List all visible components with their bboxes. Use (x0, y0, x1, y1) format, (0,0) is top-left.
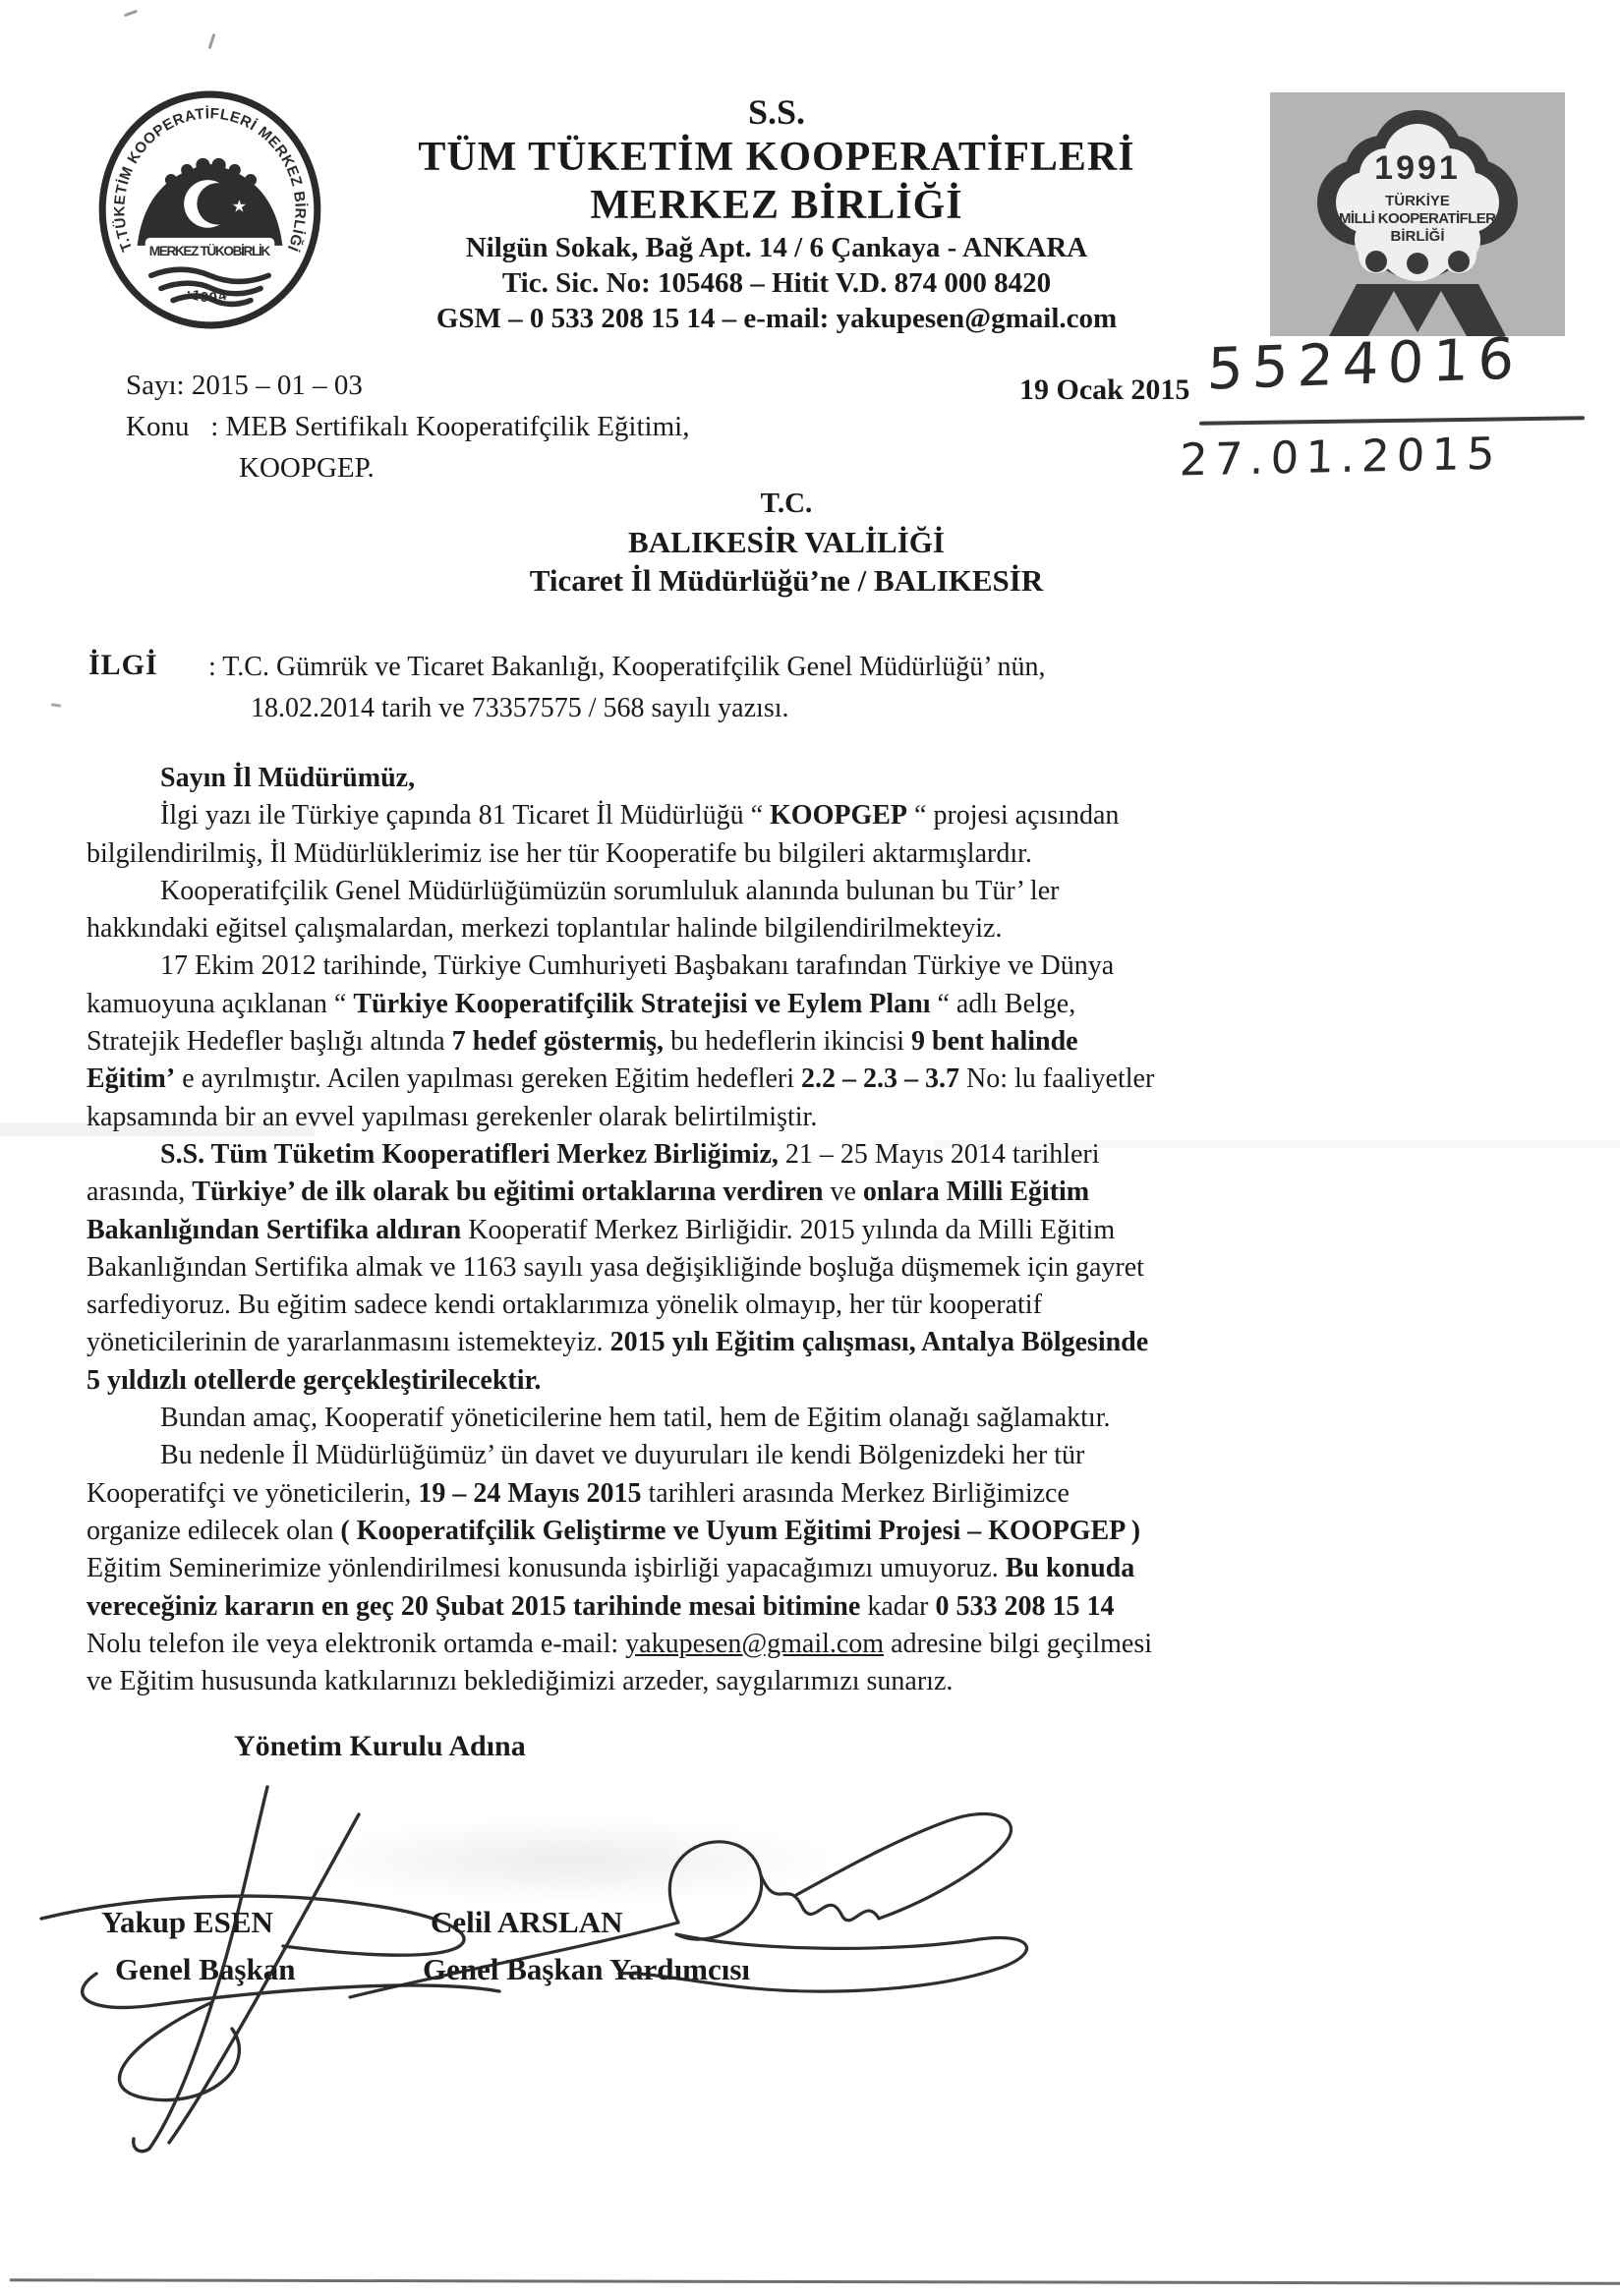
body-text-segment: Bakanlığından Sertifika almak ve 1163 sayılı yasa değişikliğinde boşluğa düşmemek için gayret (87, 1251, 1144, 1283)
body-text-segment: 7 hedef göstermiş, (451, 1026, 665, 1058)
body-text-segment: “ adlı Belge, (930, 988, 1076, 1019)
body-line (87, 1136, 1561, 1174)
body-text-segment: Nolu telefon ile veya elektronik ortamda e-mail: (87, 1628, 626, 1659)
body-text-segment: ( Kooperatifçilik Geliştirme ve Uyum Eğitimi Projesi – KOOPGEP ) (340, 1515, 1141, 1546)
body-line (87, 873, 1561, 910)
body-line (87, 986, 1561, 1023)
body-text-segment: arasında, (87, 1177, 193, 1208)
body-text-segment: Bakanlığından Sertifika aldıran (87, 1214, 462, 1245)
body-line (87, 797, 1561, 834)
body-text-segment: “ projesi açısından (907, 800, 1120, 832)
body-text-segment: Bu nedenle İl Müdürlüğümüz’ ün davet ve duyuruları ile kendi Bölgenizdeki her tür (160, 1440, 1085, 1471)
body-text-segment: Bundan amaç, Kooperatif yöneticilerine hem tatil, hem de Eğitim olanağı sağlamaktır. (160, 1403, 1111, 1434)
closing-title: Yönetim Kurulu Adına (234, 1730, 526, 1762)
org-seal (93, 88, 327, 332)
ilgi-label: İLGİ (88, 649, 158, 681)
body-line (87, 760, 1561, 797)
body-line (87, 1663, 1561, 1700)
badge-line2: MİLLİ KOOPERATİFLER (1339, 210, 1496, 227)
body-text-segment: 2.2 – 2.3 – 3.7 (801, 1063, 960, 1095)
body-text-segment: sarfediyoruz. Bu eğitim sadece kendi ortaklarımıza yönelik olmayıp, her tür kooperatif (87, 1290, 1042, 1321)
body-text-segment: 21 – 25 Mayıs 2014 tarihleri (778, 1138, 1100, 1170)
handwritten-underline (1199, 416, 1585, 425)
body-text-segment: 0 533 208 15 14 (935, 1590, 1115, 1622)
org-registry: Tic. Sic. No: 105468 – Hitit V.D. 874 000 8420 (501, 267, 1052, 299)
photocopy-ghost (295, 1816, 845, 1905)
recipient-valilik: BALIKESİR VALİLİĞİ (628, 525, 945, 559)
ilgi-line1: : T.C. Gümrük ve Ticaret Bakanlığı, Kooperatifçilik Genel Müdürlüğü’ nün, (208, 652, 1046, 682)
star-icon: ★ (231, 196, 248, 216)
konu-line2: KOOPGEP. (239, 452, 375, 484)
body-line (87, 1437, 1561, 1474)
badge-line1: TÜRKİYE (1385, 193, 1450, 209)
body-text-segment: 9 bent halinde (911, 1026, 1078, 1058)
body-text-segment: kamuoyuna açıklanan “ (87, 988, 354, 1019)
badge-line3: BİRLİĞİ (1390, 228, 1445, 245)
body-text-segment: Eğitim Seminerimize yönlendirilmesi konusunda işbirliği yapacağımızı umuyoruz. (87, 1553, 1006, 1584)
body-text-segment: S.S. Tüm Tüketim Kooperatifleri Merkez Birliğimiz, (160, 1138, 779, 1170)
handwritten-registry-number: 5524016 (1205, 324, 1525, 403)
body-line (87, 1324, 1561, 1361)
konu-line: Konu : MEB Sertifikalı Kooperatifçilik Eğitimi, (126, 411, 690, 442)
body-text-segment: KOOPGEP (770, 800, 908, 832)
letterhead (334, 90, 1219, 336)
body-line (87, 1099, 1561, 1136)
body-text-segment: ve (823, 1177, 863, 1208)
body-text-segment: ve Eğitim hususunda katkılarınızı beklediğimizi arzeder, saygılarımızı sunarız. (87, 1666, 954, 1697)
body-text-segment: kapsamında bir an evvel yapılması gerekenler olarak belirtilmiştir. (87, 1101, 818, 1132)
body-text-segment: 2015 yılı Eğitim çalışması, Antalya Bölgesinde (609, 1327, 1149, 1358)
body-line (87, 947, 1561, 985)
sayi-line: Sayı: 2015 – 01 – 03 (126, 370, 363, 401)
signer-name: Yakup ESEN (101, 1905, 273, 1939)
body-text-segment: organize edilecek olan (87, 1515, 341, 1546)
body-line (87, 1023, 1561, 1061)
body-text-segment: 5 yıldızlı otellerde gerçekleştirilecektir. (87, 1364, 542, 1396)
body-line (87, 1249, 1561, 1287)
body-text-segment: Kooperatifçilik Genel Müdürlüğümüzün sorumluluk alanında bulunan bu Tür’ ler (160, 875, 1060, 906)
body-line (87, 1588, 1561, 1626)
recipient-mudurluk: Ticaret İl Müdürlüğü’ne / BALIKESİR (529, 563, 1044, 598)
letter-date: 19 Ocak 2015 (1019, 373, 1190, 406)
recipient-tc: T.C. (760, 488, 813, 519)
pencil-mark (124, 10, 138, 18)
pencil-mark (51, 703, 61, 707)
body-text-segment: İlgi yazı ile Türkiye çapında 81 Ticaret İl Müdürlüğü “ (160, 800, 771, 832)
signer-name: Celil ARSLAN (431, 1905, 623, 1939)
letter-body (87, 760, 1561, 1700)
body-text-segment: e ayrılmıştır. Acilen yapılması gereken Eğitim hedefleri (175, 1063, 802, 1095)
body-line (87, 1174, 1561, 1211)
body-line (87, 1626, 1561, 1663)
body-text-segment: hakkındaki eğitsel çalışmalardan, merkezi toplantılar halinde bilgilendirilmekteyiz. (87, 913, 1003, 945)
seal-year: ·1994· (183, 284, 237, 307)
org-name-line1: TÜM TÜKETİM KOOPERATİFLERİ (418, 135, 1135, 180)
body-line (87, 910, 1561, 947)
body-line (87, 1362, 1561, 1400)
body-line (87, 1061, 1561, 1098)
body-text-segment: bilgilendirilmiş, İl Müdürlüklerimiz ise her tür Kooperatife bu bilgileri aktarmışlardır. (87, 837, 1032, 869)
body-text-segment: yöneticilerinin de yararlanmasını istemekteyiz. (87, 1327, 610, 1358)
body-text-segment: 19 – 24 Mayıs 2015 (418, 1477, 642, 1509)
body-text-segment: 17 Ekim 2012 tarihinde, Türkiye Cumhuriyeti Başbakanı tarafından Türkiye ve Dünya (160, 950, 1115, 982)
body-text-segment: tarihleri arasında Merkez Birliğimizce (641, 1477, 1070, 1509)
body-text-segment: Eğitim’ (87, 1063, 176, 1095)
org-address: Nilgün Sokak, Bağ Apt. 14 / 6 Çankaya - ANKARA (465, 232, 1088, 263)
badge-year: 1991 (1374, 149, 1461, 187)
body-line (87, 1513, 1561, 1550)
body-text-segment: Stratejik Hedefler başlığı altında (87, 1026, 452, 1058)
body-line (87, 1475, 1561, 1513)
koop-birligi-badge (1270, 92, 1565, 336)
org-contact: GSM – 0 533 208 15 14 – e-mail: yakupesen@gmail.com (435, 303, 1118, 334)
body-line (87, 1550, 1561, 1587)
handwritten-date: 27.01.2015 (1179, 427, 1503, 487)
scan-edge-line (10, 2278, 1620, 2284)
email-text: yakupesen@gmail.com (625, 1628, 885, 1659)
body-line (87, 1287, 1561, 1324)
body-line (87, 835, 1561, 873)
body-text-segment: Kooperatifçi ve yöneticilerin, (87, 1477, 419, 1509)
body-text-segment: Türkiye’ de ilk olarak bu eğitimi ortaklarına verdiren (192, 1177, 824, 1208)
body-line (87, 1400, 1561, 1437)
signer-role: Genel Başkan Yardımcısı (423, 1952, 750, 1986)
body-text-segment: No: lu faaliyetler (959, 1063, 1155, 1095)
body-line (87, 1212, 1561, 1249)
body-text-segment: onlara Milli Eğitim (862, 1177, 1090, 1208)
seal-inner-label: MERKEZ TÜKOBİRLİK (148, 244, 271, 259)
seal-ring-text: T.TÜKETİM KOOPERATİFLERİ MERKEZ BİRLİĞİ (111, 105, 309, 255)
org-prefix: S.S. (747, 92, 806, 132)
body-text-segment: bu hedeflerin ikincisi (664, 1026, 911, 1058)
body-text-segment: vereceğiniz kararın en geç 20 Şubat 2015 tarihinde mesai bitimine (87, 1590, 861, 1622)
body-text-segment: kadar (860, 1590, 936, 1622)
body-text-segment: Türkiye Kooperatifçilik Stratejisi ve Eylem Planı (353, 988, 931, 1019)
badge-dots (1365, 251, 1470, 274)
body-text-segment: Bu konuda (1005, 1553, 1135, 1584)
pencil-mark (208, 33, 216, 49)
org-name-line2: MERKEZ BİRLİĞİ (590, 183, 963, 228)
body-text-segment: Kooperatif Merkez Birliğidir. 2015 yılında da Milli Eğitim (461, 1214, 1116, 1245)
ilgi-line2: 18.02.2014 tarih ve 73357575 / 568 sayılı yazısı. (251, 693, 789, 723)
body-text-segment: Sayın İl Müdürümüz, (160, 763, 416, 793)
signer-role: Genel Başkan (115, 1952, 296, 1986)
body-text-segment: adresine bilgi geçilmesi (884, 1628, 1152, 1659)
